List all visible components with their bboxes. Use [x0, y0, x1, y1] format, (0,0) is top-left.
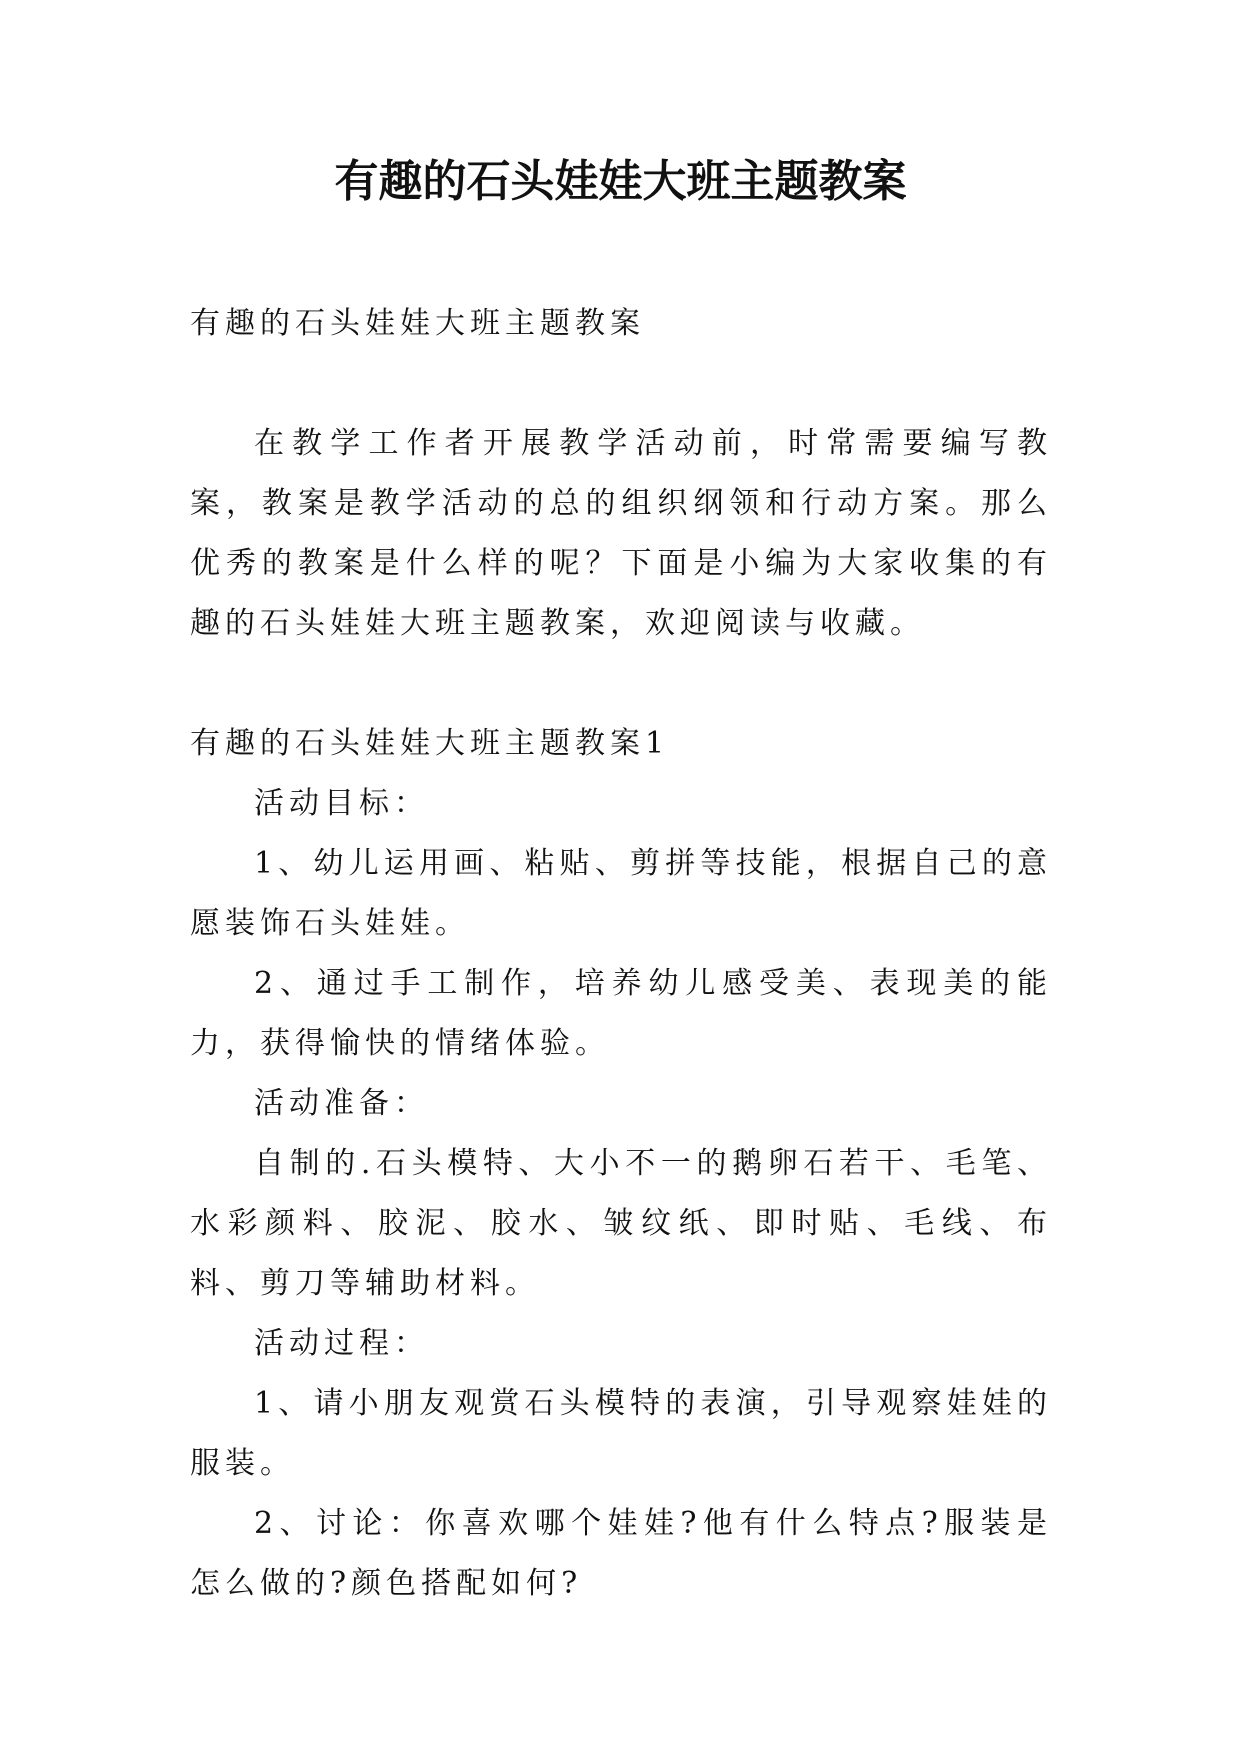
spacer [190, 354, 1052, 414]
goal-item-2: 2、通过手工制作，培养幼儿感受美、表现美的能力，获得愉快的情绪体验。 [190, 966, 1052, 1061]
prep-paragraph: 自制的.石头模特、大小不一的鹅卵石若干、毛笔、水彩颜料、胶泥、胶水、皱纹纸、即时贴、毛线、布料、剪刀等辅助材料。 [190, 1146, 1052, 1301]
document-body [190, 294, 1052, 1614]
document-subtitle: 有趣的石头娃娃大班主题教案 [190, 306, 645, 341]
document-title: 有趣的石头娃娃大班主题教案 [334, 156, 907, 207]
process-item-2: 2、讨论：你喜欢哪个娃娃?他有什么特点?服装是怎么做的?颜色搭配如何? [190, 1506, 1052, 1601]
spacer [190, 654, 1052, 714]
process-item-1: 1、请小朋友观赏石头模特的表演，引导观察娃娃的服装。 [190, 1386, 1052, 1481]
goal-item-1: 1、幼儿运用画、粘贴、剪拼等技能，根据自己的意愿装饰石头娃娃。 [190, 846, 1052, 941]
process-heading: 活动过程： [254, 1326, 429, 1361]
prep-heading: 活动准备： [254, 1086, 429, 1121]
intro-paragraph: 在教学工作者开展教学活动前，时常需要编写教案，教案是教学活动的总的组织纲领和行动方案。那么优秀的教案是什么样的呢？下面是小编为大家收集的有趣的石头娃娃大班主题教案，欢迎阅读与收藏。 [190, 426, 1052, 641]
section-title: 有趣的石头娃娃大班主题教案1 [190, 726, 670, 761]
goals-heading: 活动目标： [254, 786, 429, 821]
